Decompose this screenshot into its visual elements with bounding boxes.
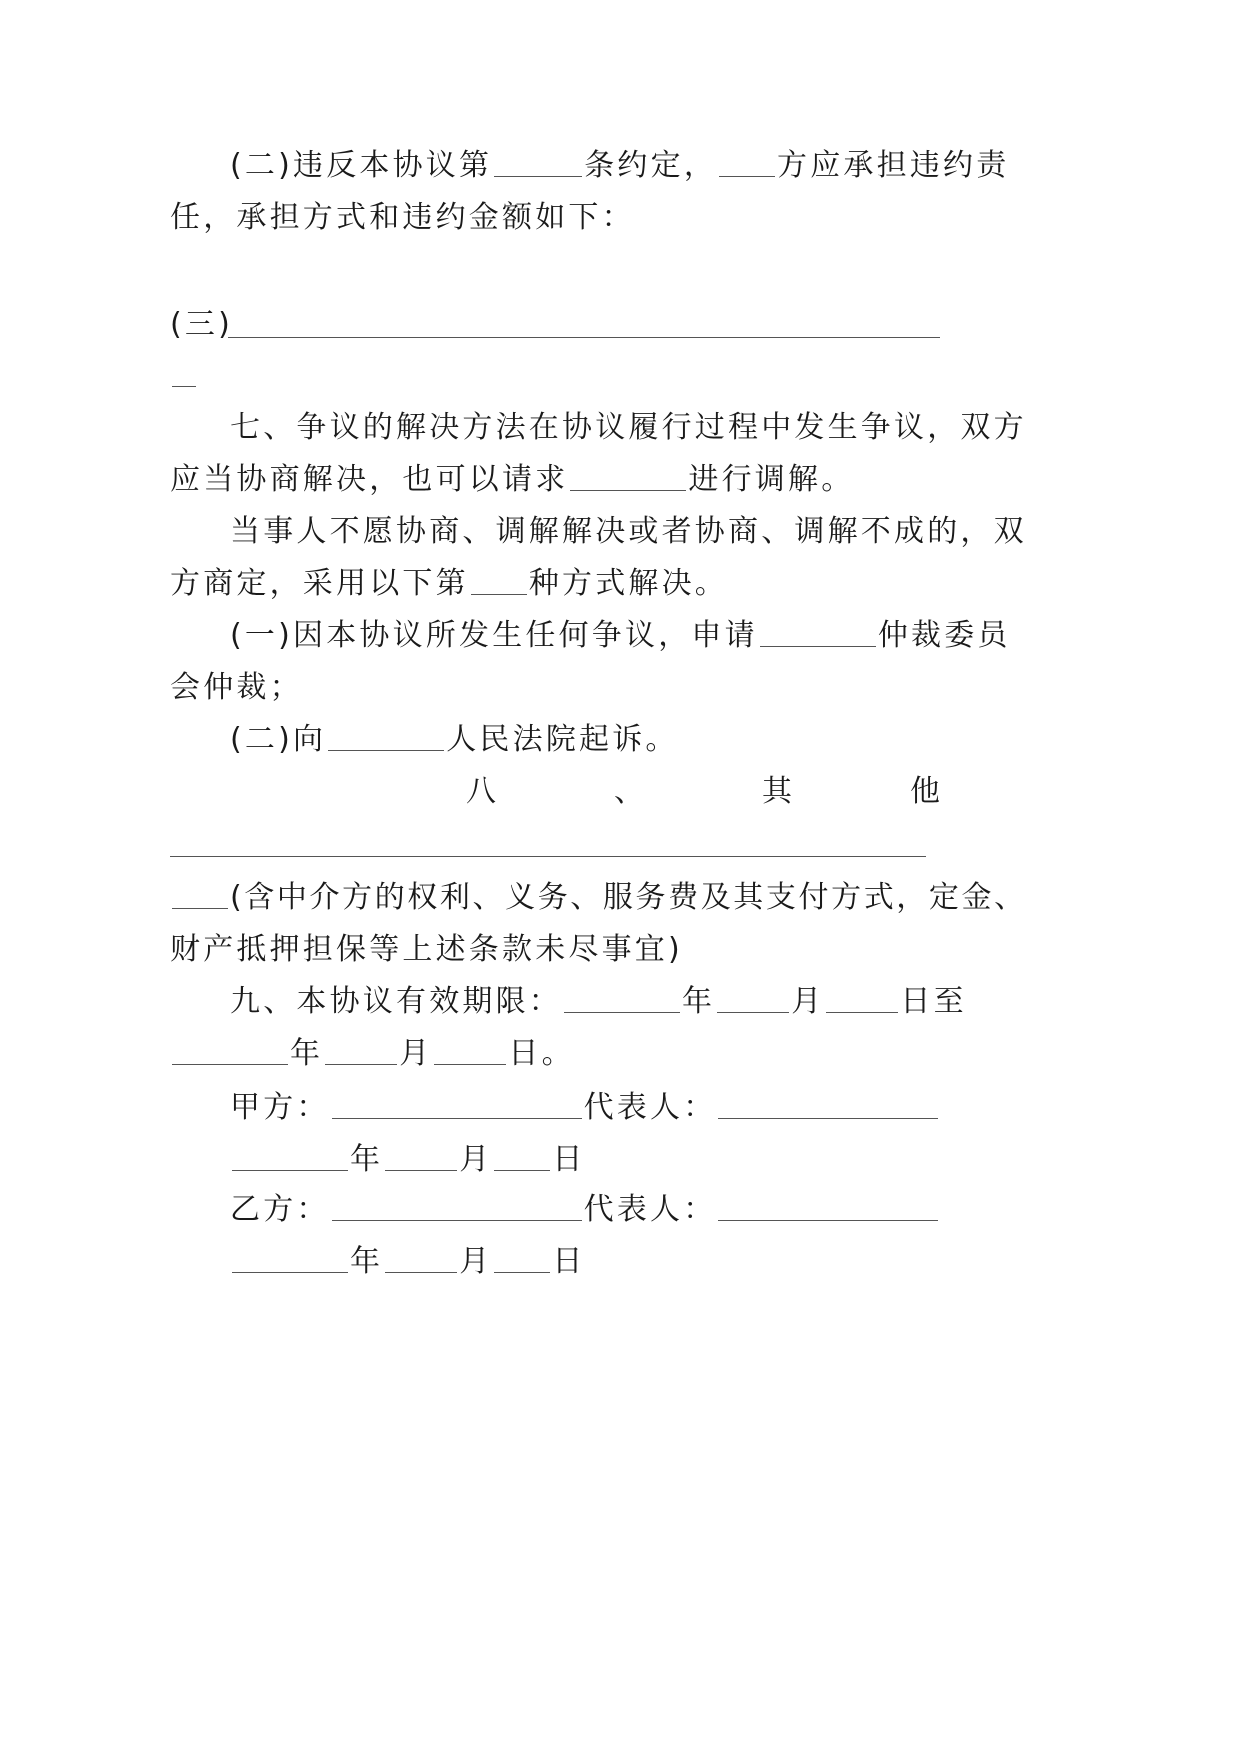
party-b-label: 乙方： [230,1192,330,1227]
heading-char: 、 [614,774,644,809]
clause7-line2 [170,460,854,500]
party-b-date [230,1242,586,1282]
party-a-date [230,1140,586,1180]
clause7-line1: 七、争议的解决方法在协议履行过程中发生争议，双方 [230,410,1027,445]
party-blank[interactable] [717,147,777,177]
text: 方商定，采用以下第 [170,566,469,601]
text: 条约定， [584,148,718,183]
text: 仲裁委员 [877,618,1011,653]
text: 日 [552,1244,586,1279]
heading-char: 他 [910,774,940,809]
end-month-blank[interactable] [323,1035,399,1065]
party-a-name-blank[interactable] [330,1089,584,1119]
text: 进行调解。 [688,462,855,497]
arbitration-committee-blank[interactable] [758,617,878,647]
text: (二)违反本协议第 [230,148,493,183]
method-number-blank[interactable] [469,565,529,595]
text: 月 [459,1142,493,1177]
text: 年 [682,984,716,1019]
party-a-rep-blank[interactable] [716,1089,940,1119]
party-a-day-blank[interactable] [492,1141,552,1171]
text: 年 [350,1142,384,1177]
heading-char: 其 [762,774,792,809]
text: 应当协商解决，也可以请求 [170,462,569,497]
text: 年 [350,1244,384,1279]
party-b-rep-blank[interactable] [716,1191,940,1221]
text: 方应承担违约责 [777,148,1010,183]
text: 月 [791,984,825,1019]
article-number-blank[interactable] [492,147,584,177]
clause7-p2-line2 [170,564,728,604]
party-b-line [230,1190,940,1230]
text: 日至 [900,984,967,1019]
party-a-line [230,1088,940,1128]
clause8-heading [466,772,940,812]
clause6-3-blank[interactable] [228,337,940,338]
clause6-2-line2: 任，承担方式和违约金额如下： [170,200,635,235]
heading-char: 八 [466,774,496,809]
clause9-line2 [170,1034,575,1074]
party-a-label: 甲方： [230,1090,330,1125]
end-year-blank[interactable] [170,1035,290,1065]
end-day-blank[interactable] [432,1035,508,1065]
text: 人民法院起诉。 [446,722,679,757]
clause7-option2 [230,720,679,760]
clause8-blank[interactable] [170,856,926,857]
clause8-blank-continued[interactable] [170,879,230,909]
text: 月 [399,1036,433,1071]
start-day-blank[interactable] [824,983,900,1013]
party-b-name-blank[interactable] [330,1191,584,1221]
clause8-note-line2: 财产抵押担保等上述条款未尽事宜) [170,932,683,967]
start-month-blank[interactable] [715,983,791,1013]
party-b-month-blank[interactable] [383,1243,459,1273]
start-year-blank[interactable] [562,983,682,1013]
text: (二)向 [230,722,327,757]
party-b-rep-label: 代表人： [583,1192,717,1227]
text: (含中介方的权利、义务、服务费及其支付方式，定金、 [230,880,1027,915]
court-blank[interactable] [326,721,446,751]
party-a-rep-label: 代表人： [583,1090,717,1125]
text: 种方式解决。 [528,566,729,601]
text: 月 [459,1244,493,1279]
text: 日 [552,1142,586,1177]
text: (一)因本协议所发生任何争议，申请 [230,618,758,653]
party-a-month-blank[interactable] [383,1141,459,1171]
clause6-2-line1 [230,146,1009,186]
clause6-3-blank-continued[interactable] [172,386,196,387]
text: 年 [290,1036,324,1071]
clause7-option1-line2: 会仲裁； [170,670,303,705]
party-b-day-blank[interactable] [492,1243,552,1273]
party-a-year-blank[interactable] [230,1141,350,1171]
text: 九、本协议有效期限： [230,984,562,1019]
clause8-note-line1 [170,878,1027,918]
clause9-line1 [230,982,967,1022]
party-b-year-blank[interactable] [230,1243,350,1273]
mediator-blank[interactable] [568,461,688,491]
text: 日。 [508,1036,575,1071]
clause7-p2-line1: 当事人不愿协商、调解解决或者协商、调解不成的，双 [230,514,1027,549]
clause7-option1 [230,616,1011,656]
clause6-3-label: (三) [170,307,234,342]
